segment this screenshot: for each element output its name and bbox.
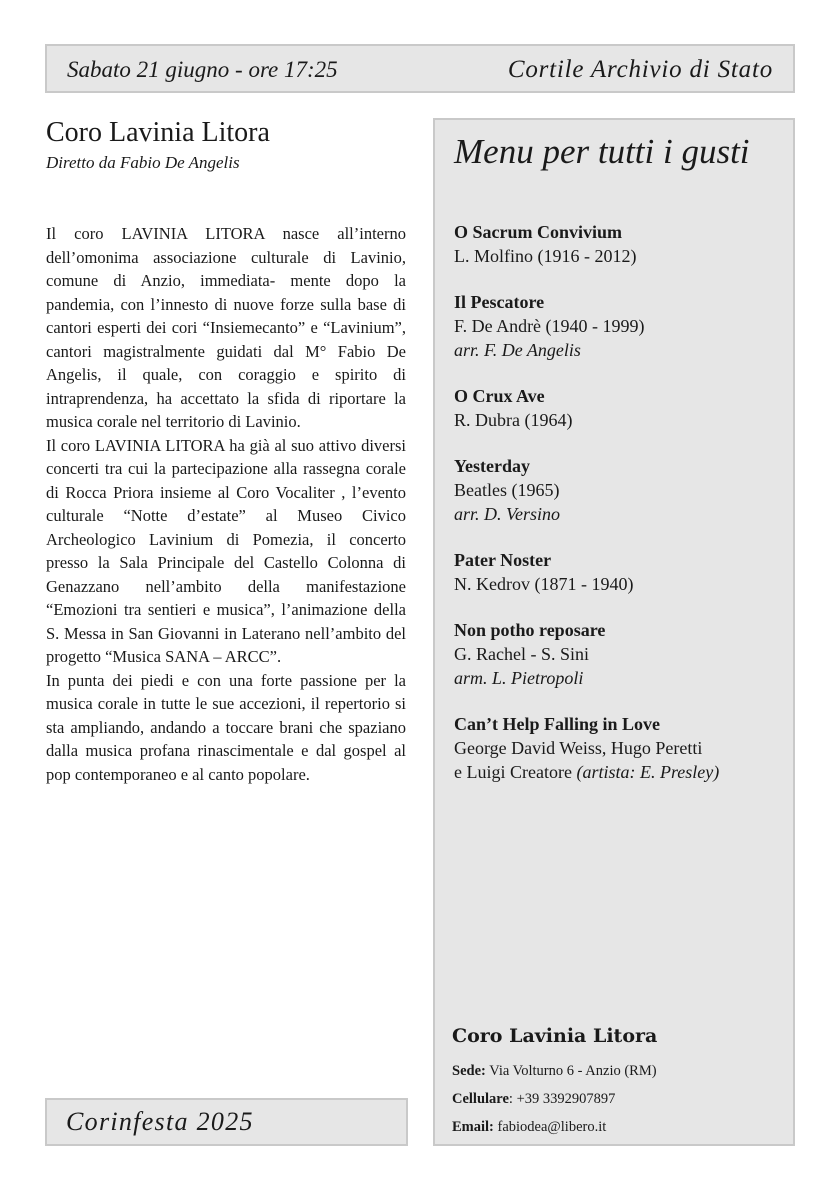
piece-arranger: arr. D. Versino — [454, 504, 561, 524]
piece-title: Il Pescatore — [454, 292, 545, 312]
festival-label: Corinfesta 2025 — [66, 1107, 254, 1136]
contact-address — [452, 1057, 782, 1085]
piece-title: O Sacrum Convivium — [454, 222, 623, 242]
piece-composer: R. Dubra (1964) — [454, 410, 573, 430]
program-item — [454, 384, 784, 432]
address-value: Via Volturno 6 - Anzio (RM) — [489, 1063, 657, 1079]
program-item — [454, 220, 784, 268]
contact-title: Coro Lavinia Litora — [452, 1025, 658, 1047]
program-item — [454, 290, 784, 362]
header-bar — [45, 44, 795, 93]
piece-arranger: arm. L. Pietropoli — [454, 668, 584, 688]
choir-title: Coro Lavinia Litora — [46, 117, 270, 148]
event-date-time: Sabato 21 giugno - ore 17:25 — [67, 57, 338, 82]
email-label: Email: — [452, 1119, 494, 1135]
contact-email — [452, 1113, 782, 1141]
bio-paragraph: Il coro LAVINIA LITORA ha già al suo attivo diversi concerti tra cui la partecipazione alla rassegna corale di Rocca Priora insieme al Coro Vocaliter , l’evento culturale “Notte d’estate” al Museo Civico Archeologico Lavinium di Pomezia, il concerto presso la Sala Principale del Castello Colonna di Genazzano nell’ambito della manifestazione “Emozioni tra sentieri e musica”, l’animazione della S. Messa in San Giovanni in Laterano nell’ambito del progetto “Musica SANA – ARCC”. — [46, 435, 406, 666]
piece-composer: N. Kedrov (1871 - 1940) — [454, 574, 634, 594]
piece-title: Non potho reposare — [454, 620, 606, 640]
piece-title: Pater Noster — [454, 550, 552, 570]
contact-block — [452, 1025, 782, 1141]
program-panel — [433, 118, 795, 1146]
festival-box — [45, 1098, 408, 1146]
program-item — [454, 548, 784, 596]
piece-composer: George David Weiss, Hugo Peretti — [454, 738, 703, 758]
bio-paragraph: Il coro LAVINIA LITORA nasce all’interno dell’omonima associazione culturale di Lavinio, comune di Anzio, immediata- mente dopo la pandemia, con l’innesto di nuove forze sulla base di cantori esperti dei cori “Insiemecanto” e “Lavinium”, cantori magistralmente guidati dal M° Fabio De Angelis, il quale, con coraggio e spirito di intraprendenza, ha accettato la sfida di riportare la musica corale nel territorio di Lavinio. — [46, 224, 406, 431]
event-venue: Cortile Archivio di Stato — [507, 56, 773, 83]
piece-title: Can’t Help Falling in Love — [454, 714, 661, 734]
piece-performer-note: (artista: E. Presley) — [576, 762, 720, 782]
program-list — [454, 220, 784, 806]
piece-composer: F. De Andrè (1940 - 1999) — [454, 316, 645, 336]
piece-composer: G. Rachel - S. Sini — [454, 644, 589, 664]
piece-title: Yesterday — [454, 456, 530, 476]
piece-composer-line-2 — [454, 760, 784, 784]
piece-composer: L. Molfino (1916 - 2012) — [454, 246, 637, 266]
address-label: Sede: — [452, 1063, 486, 1079]
choir-bio — [46, 222, 406, 786]
piece-composer: Beatles (1965) — [454, 480, 560, 500]
piece-arranger: arr. F. De Angelis — [454, 340, 581, 360]
bio-paragraph: In punta dei piedi e con una forte passione per la musica corale in tutte le sue accezioni, il repertorio si sta ampliando, andando a toccare brani che spaziano dalla musica profana rinascimentale e dal gospel al pop contemporaneo e al canto popolare. — [46, 670, 406, 784]
contact-phone — [452, 1085, 782, 1113]
program-title: Menu per tutti i gusti — [454, 132, 750, 171]
program-item — [454, 454, 784, 526]
piece-composer-cont: e Luigi Creatore — [454, 762, 572, 782]
choir-director: Diretto da Fabio De Angelis — [46, 153, 240, 172]
phone-value: : +39 3392907897 — [508, 1091, 616, 1107]
email-value: fabiodea@libero.it — [497, 1119, 607, 1135]
piece-title: O Crux Ave — [454, 386, 545, 406]
phone-label: Cellulare — [452, 1091, 509, 1107]
program-item — [454, 618, 784, 690]
program-item — [454, 712, 784, 784]
